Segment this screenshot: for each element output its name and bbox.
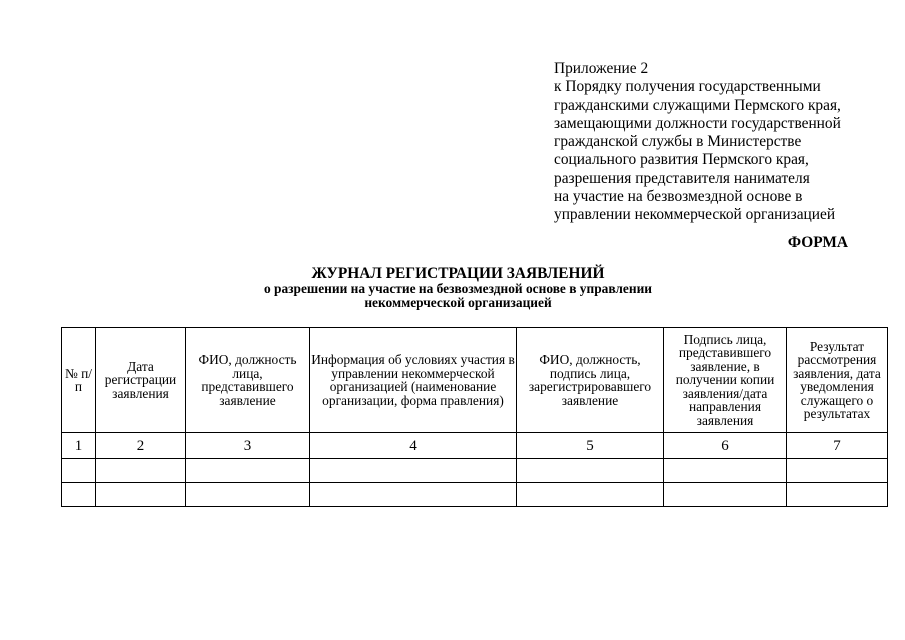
column-number-cell: 2 [96, 433, 186, 459]
appendix-line: к Порядку получения государственными [554, 78, 821, 96]
appendix-line: гражданской службы в Министерстве [554, 133, 802, 151]
header-cell-participation-info: Информация об условиях участия в управлении некоммерческой организацией (наименование организации, форма правления) [310, 328, 517, 433]
header-cell-applicant-signature: Подпись лица, представившего заявление, в получении копии заявления/дата направления заявления [664, 328, 787, 433]
empty-cell[interactable] [310, 483, 517, 507]
title-main: ЖУРНАЛ РЕГИСТРАЦИИ ЗАЯВЛЕНИЙ [311, 265, 605, 282]
registration-journal-table [61, 327, 888, 507]
header-cell-registrar: ФИО, должность, подпись лица, зарегистрировавшего заявление [517, 328, 664, 433]
table-header-row [62, 328, 888, 433]
column-number-cell: 4 [310, 433, 517, 459]
empty-cell[interactable] [186, 483, 310, 507]
appendix-line: замещающими должности государственной [554, 114, 841, 132]
column-number-cell: 7 [787, 433, 888, 459]
title-subtitle-line-2: некоммерческой организацией [364, 294, 552, 310]
column-number-cell: 5 [517, 433, 664, 459]
header-cell-applicant: ФИО, должность лица, представившего заявление [186, 328, 310, 433]
empty-cell[interactable] [787, 483, 888, 507]
empty-cell[interactable] [96, 483, 186, 507]
empty-cell[interactable] [664, 483, 787, 507]
empty-cell[interactable] [517, 459, 664, 483]
header-cell-number: № п/п [62, 328, 96, 433]
appendix-line: социального развития Пермского края, [554, 151, 809, 169]
column-number-cell: 3 [186, 433, 310, 459]
empty-cell[interactable] [186, 459, 310, 483]
empty-cell[interactable] [664, 459, 787, 483]
title-subtitle-line-1: о разрешении на участие на безвозмездной основе в управлении [263, 281, 653, 296]
header-cell-registration-date: Дата регистрации заявления [96, 328, 186, 433]
appendix-reference [554, 60, 894, 225]
appendix-line: гражданскими служащими Пермского края, [554, 96, 841, 114]
header-cell-result: Результат рассмотрения заявления, дата уведомления служащего о результатах [787, 328, 888, 433]
column-number-cell: 1 [62, 433, 96, 459]
appendix-line: на участие на безвозмездной основе в [554, 188, 803, 206]
document-title [228, 266, 688, 309]
empty-cell[interactable] [517, 483, 664, 507]
empty-cell[interactable] [96, 459, 186, 483]
appendix-line: управлении некоммерческой организацией [554, 206, 836, 224]
column-number-cell: 6 [664, 433, 787, 459]
appendix-line: Приложение 2 [554, 60, 649, 77]
empty-cell[interactable] [310, 459, 517, 483]
empty-cell[interactable] [62, 459, 96, 483]
column-number-row [62, 433, 888, 459]
appendix-line: разрешения представителя нанимателя [554, 169, 810, 187]
table-row [62, 459, 888, 483]
empty-cell[interactable] [787, 459, 888, 483]
form-label: ФОРМА [787, 234, 848, 251]
empty-cell[interactable] [62, 483, 96, 507]
table-row [62, 483, 888, 507]
